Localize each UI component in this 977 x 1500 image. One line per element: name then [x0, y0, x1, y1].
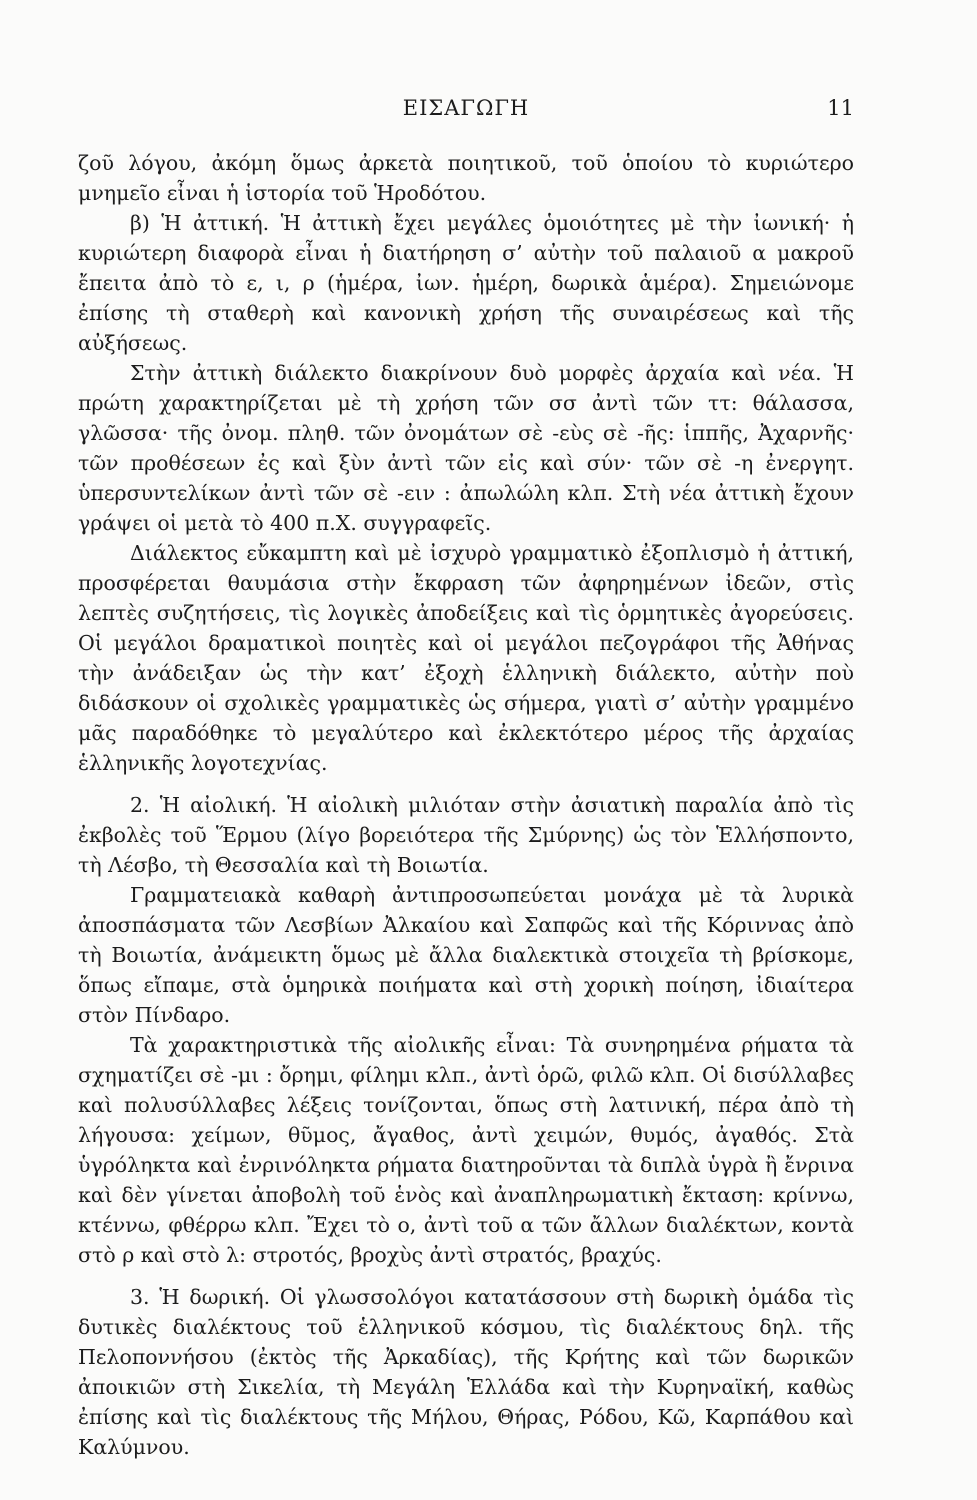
document-page [78, 96, 854, 1462]
running-title: ΕΙΣΑΓΩΓΗ [402, 96, 530, 120]
paragraph: β) Ἡ ἀττική. Ἡ ἀττικὴ ἔχει μεγάλες ὁμοιότητες μὲ τὴν ἰωνική· ἡ κυριώτερη διαφορὰ εἶναι ἡ διατήρηση σ’ αὐτὴν τοῦ παλαιοῦ α μακροῦ ἔπειτα ἀπὸ τὸ ε, ι, ρ (ἡμέρα, ἰων. ἡμέρη, δωρικὰ ἁμέρα). Σημειώνομε ἐπίσης τὴ σταθερὴ καὶ κανονικὴ χρήση τῆς συναιρέσεως καὶ τῆς αὐξήσεως. [78, 211, 854, 355]
paragraph: 2. Ἡ αἰολική. Ἡ αἰολικὴ μιλιόταν στὴν ἀσιατικὴ παραλία ἀπὸ τὶς ἐκβολὲς τοῦ Ἕρμου (λίγο βορειότερα τῆς Σμύρνης) ὡς τὸν Ἑλλήσποντο, τὴ Λέσβο, τὴ Θεσσαλία καὶ τὴ Βοιωτία. [78, 793, 854, 877]
paragraph: 3. Ἡ δωρική. Οἱ γλωσσολόγοι κατατάσσουν στὴ δωρικὴ ὁμάδα τὶς δυτικὲς διαλέκτους τοῦ ἑλληνικοῦ κόσμου, τὶς διαλέκτους δηλ. τῆς Πελοποννήσου (ἐκτὸς τῆς Ἀρκαδίας), τῆς Κρήτης καὶ τῶν δωρικῶν ἀποικιῶν στὴ Σικελία, τὴ Μεγάλη Ἑλλάδα καὶ τὴν Κυρηναϊκή, καθὼς ἐπίσης καὶ τὶς διαλέκτους τῆς Μήλου, Θήρας, Ρόδου, Κῶ, Καρπάθου καὶ Καλύμνου. [78, 1285, 854, 1459]
page-header [78, 96, 854, 128]
paragraph: Τὰ χαρακτηριστικὰ τῆς αἰολικῆς εἶναι: Τὰ συνηρημένα ρήματα τὰ σχηματίζει σὲ -μι : ὄρημι, φίλημι κλπ., ἀντὶ ὁρῶ, φιλῶ κλπ. Οἱ δισύλλαβες καὶ πολυσύλλαβες λέξεις τονίζονται, ὅπως στὴ λατινική, πέρα ἀπὸ τὴ λήγουσα: χείμων, θῦμος, ἄγαθος, ἀντὶ χειμών, θυμός, ἀγαθός. Στὰ ὑγρόληκτα καὶ ἐνρινόληκτα ρήματα διατηροῦνται τὰ διπλὰ ὑγρὰ ἢ ἔνρινα καὶ δὲν γίνεται ἀποβολὴ τοῦ ἑνὸς καὶ ἀναπληρωματικὴ ἔκταση: κρίννω, κτέννω, φθέρρω κλπ. Ἔχει τὸ ο, ἀντὶ τοῦ α τῶν ἄλλων διαλέκτων, κοντὰ στὸ ρ καὶ στὸ λ: στροτός, βροχὺς ἀντὶ στρατός, βραχύς. [78, 1033, 854, 1267]
paragraph: ζοῦ λόγου, ἀκόμη ὅμως ἀρκετὰ ποιητικοῦ, τοῦ ὁποίου τὸ κυριώτερο μνημεῖο εἶναι ἡ ἱστορία τοῦ Ἡροδότου. [78, 151, 854, 205]
page-number: 11 [827, 96, 854, 120]
body-text [78, 148, 854, 1462]
paragraph: Γραμματειακὰ καθαρὴ ἀντιπροσωπεύεται μονάχα μὲ τὰ λυρικὰ ἀποσπάσματα τῶν Λεσβίων Ἀλκαίου καὶ Σαπφῶς καὶ τῆς Κόριννας ἀπὸ τὴ Βοιωτία, ἀνάμεικτη ὅμως μὲ ἄλλα διαλεκτικὰ στοιχεῖα τὴ βρίσκομε, ὅπως εἴπαμε, στὰ ὁμηρικὰ ποιήματα καὶ στὴ χορικὴ ποίηση, ἰδιαίτερα στὸν Πίνδαρο. [78, 883, 854, 1027]
paragraph: Στὴν ἀττικὴ διάλεκτο διακρίνουν δυὸ μορφὲς ἀρχαία καὶ νέα. Ἡ πρώτη χαρακτηρίζεται μὲ τὴ χρήση τῶν σσ ἀντὶ τῶν ττ: θάλασσα, γλῶσσα· τῆς ὀνομ. πληθ. τῶν ὀνομάτων σὲ -εὺς σὲ -ῆς: ἱππῆς, Ἀχαρνῆς· τῶν προθέσεων ἐς καὶ ξὺν ἀντὶ τῶν εἰς καὶ σύν· τῶν σὲ -η ἐνεργητ. ὑπερσυντελίκων ἀντὶ τῶν σὲ -ειν : ἀπωλώλη κλπ. Στὴ νέα ἀττικὴ ἔχουν γράψει οἱ μετὰ τὸ 400 π.Χ. συγγραφεῖς. [78, 361, 854, 535]
paragraph: Διάλεκτος εὔκαμπτη καὶ μὲ ἰσχυρὸ γραμματικὸ ἐξοπλισμὸ ἡ ἀττική, προσφέρεται θαυμάσια στὴν ἔκφραση τῶν ἀφηρημένων ἰδεῶν, στὶς λεπτὲς συζητήσεις, τὶς λογικὲς ἀποδείξεις καὶ τὶς ὁρμητικὲς ἀγορεύσεις. Οἱ μεγάλοι δραματικοὶ ποιητὲς καὶ οἱ μεγάλοι πεζογράφοι τῆς Ἀθήνας τὴν ἀνάδειξαν ὡς τὴν κατ’ ἐξοχὴ ἑλληνικὴ διάλεκτο, αὐτὴν ποὺ διδάσκουν οἱ σχολικὲς γραμματικὲς ὡς σήμερα, γιατὶ σ’ αὐτὴν γραμμένο μᾶς παραδόθηκε τὸ μεγαλύτερο καὶ ἐκλεκτότερο μέρος τῆς ἀρχαίας ἑλληνικῆς λογοτεχνίας. [78, 541, 854, 775]
